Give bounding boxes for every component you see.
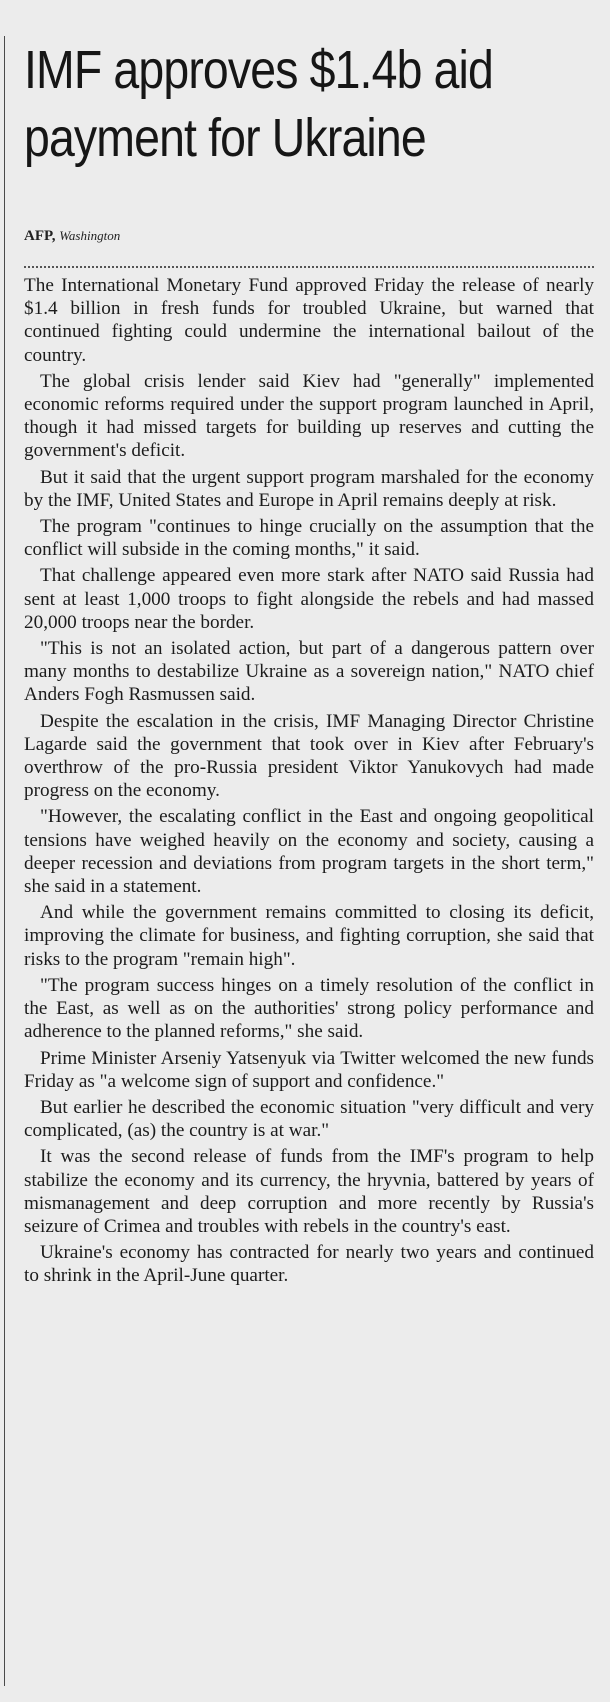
byline-agency: AFP, [24,228,56,244]
paragraph: But it said that the urgent support program marshaled for the economy by the IMF, United States and Europe in April remains deeply at risk. [24,466,594,511]
article-body [24,274,594,1291]
byline [24,228,120,245]
paragraph: It was the second release of funds from the IMF's program to help stabilize the economy and its currency, the hryvnia, battered by years of mismanagement and deep corruption and more recently by Russia's seizure of Crimea and troubles with rebels in the country's east. [24,1146,594,1237]
paragraph: Despite the escalation in the crisis, IMF Managing Director Christine Lagarde said the government that took over in Kiev after February's overthrow of the pro-Russia president Viktor Yanukovych had made progress on the economy. [24,710,594,802]
paragraph: But earlier he described the economic situation "very difficult and very complicated, (as) the country is at war." [24,1096,594,1142]
paragraph: The International Monetary Fund approved Friday the release of nearly $1.4 billion in fresh funds for troubled Ukraine, but warned that continued fighting could undermine the international bailout of the country. [24,275,594,366]
column-rule [4,36,5,1686]
paragraph: The global crisis lender said Kiev had "generally" implemented economic reforms required under the support program launched in April, though it had missed targets for building up reserves and cutting the government's deficit. [24,370,594,462]
byline-place: Washington [59,228,121,243]
paragraph: And while the government remains committed to closing its deficit, improving the climate for business, and fighting corruption, she said that risks to the program "remain high". [24,902,594,970]
paragraph: "This is not an isolated action, but part of a dangerous pattern over many months to destabilize Ukraine as a sovereign nation," NATO chief Anders Fogh Rasmussen said. [24,638,594,706]
paragraph: That challenge appeared even more stark after NATO said Russia had sent at least 1,000 troops to fight alongside the rebels and had massed 20,000 troops near the border. [24,565,594,633]
paragraph: "The program success hinges on a timely resolution of the conflict in the East, as well as on the authorities' strong policy performance and adherence to the planned reforms," she said. [24,974,594,1043]
paragraph: Prime Minister Arseniy Yatsenyuk via Twitter welcomed the new funds Friday as "a welcome sign of support and confidence." [24,1047,594,1092]
dotted-divider [24,266,594,268]
paragraph: The program "continues to hinge crucially on the assumption that the conflict will subside in the coming months," it said. [24,516,594,561]
paragraph: Ukraine's economy has contracted for nearly two years and continued to shrink in the April-June quarter. [24,1242,594,1287]
paragraph: "However, the escalating conflict in the East and ongoing geopolitical tensions have weighed heavily on the economy and society, causing a deeper recession and deviations from program targets in the short term," she said in a statement. [24,806,594,898]
headline: IMF approves $1.4b aid payment for Ukraine [24,40,493,168]
